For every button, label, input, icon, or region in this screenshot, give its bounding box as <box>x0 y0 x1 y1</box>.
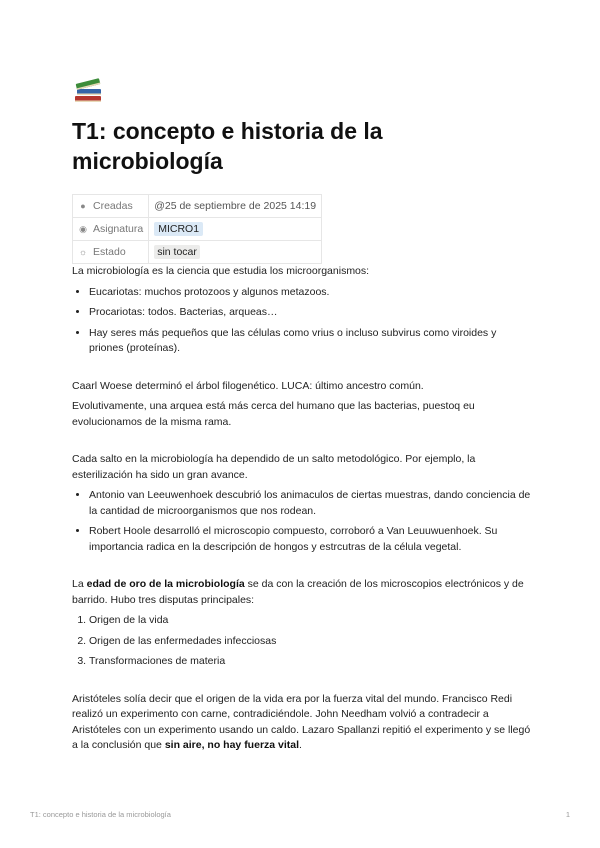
property-value-created: @25 de septiembre de 2025 14:19 <box>149 195 322 218</box>
page-content <box>72 264 532 759</box>
list-item: • Eucariotas: muchos protozoos y algunos metazoos. <box>89 285 532 301</box>
paragraph: La microbiología es la ciencia que estudia los microorganismos: <box>72 265 370 277</box>
list-item: • Hay seres más pequeños que las células como vrius o incluso subvirus como viroides y priones (proteínas). <box>89 326 532 357</box>
status-tag[interactable]: sin tocar <box>154 245 200 259</box>
property-label-created: Creadas <box>93 200 133 212</box>
bullet-list <box>72 488 532 555</box>
bold-text: sin aire, no hay fuerza vital <box>164 739 300 751</box>
numbered-list <box>72 613 532 670</box>
property-row-subject <box>73 218 322 241</box>
paragraph: Caarl Woese determinó el árbol filogenético. LUCA: último ancestro común. <box>72 379 424 392</box>
paragraph: Cada salto en la microbiología ha dependido de un salto metodológico. Por ejemplo, la esterilización ha sido un gran avance. <box>72 453 476 481</box>
property-label-subject: Asignatura <box>93 223 144 235</box>
paragraph: La edad de oro de la microbiología se da con la creación de los microscopios electrónicos y de barrido. Hubo tres disputas principales: <box>72 578 524 606</box>
bold-text: edad de oro de la microbiología <box>86 578 245 590</box>
property-row-status <box>73 241 322 264</box>
list-item: • Robert Hoole desarrolló el microscopio compuesto, corroboró a Van Leuuwuenhoek. Su importancia radica en la descripción de hongos y estrcutras de la célula vegetal. <box>89 524 532 555</box>
bullet-list <box>72 285 532 357</box>
property-label-status: Estado <box>93 246 126 258</box>
status-icon: ☼ <box>78 247 88 257</box>
list-item: 1. Origen de la vida <box>89 613 532 629</box>
list-item: • Procariotas: todos. Bacterias, arqueas… <box>89 305 532 321</box>
paragraph: Aristóteles solía decir que el origen de la vida era por la fuerza vital del mundo. Francisco Redi realizó un experimento con carne, contradiciéndole. John Needham volvió a contradecir a Aristóteles con un experimento usando un caldo. Lazaro Spallanzi repitió el experimento y se llegó a la conclusión que sin aire, no hay fuerza vital. <box>72 692 531 751</box>
page-title: T1: concepto e historia de la microbiología <box>72 118 383 174</box>
paragraph: Evolutivamente, una arquea está más cerca del humano que las bacterias, puestoq eu evolucionamos de la misma rama. <box>72 400 475 428</box>
subject-tag[interactable]: MICRO1 <box>154 222 203 236</box>
list-item: • Antonio van Leeuwenhoek descubrió los animaculos de ciertas muestras, dando conciencia de la cantidad de microorganismos que nos rodean. <box>89 488 532 519</box>
list-item: 3. Transformaciones de materia <box>89 654 532 670</box>
books-icon <box>72 74 104 106</box>
property-row-created <box>73 195 322 218</box>
clock-icon: ● <box>80 201 86 211</box>
target-icon: ◉ <box>79 224 87 234</box>
footer-title: T1: concepto e historia de la microbiología <box>30 810 171 819</box>
page-number: 1 <box>565 810 570 819</box>
properties-table <box>72 194 322 264</box>
list-item: 2. Origen de las enfermedades infecciosas <box>89 634 532 650</box>
